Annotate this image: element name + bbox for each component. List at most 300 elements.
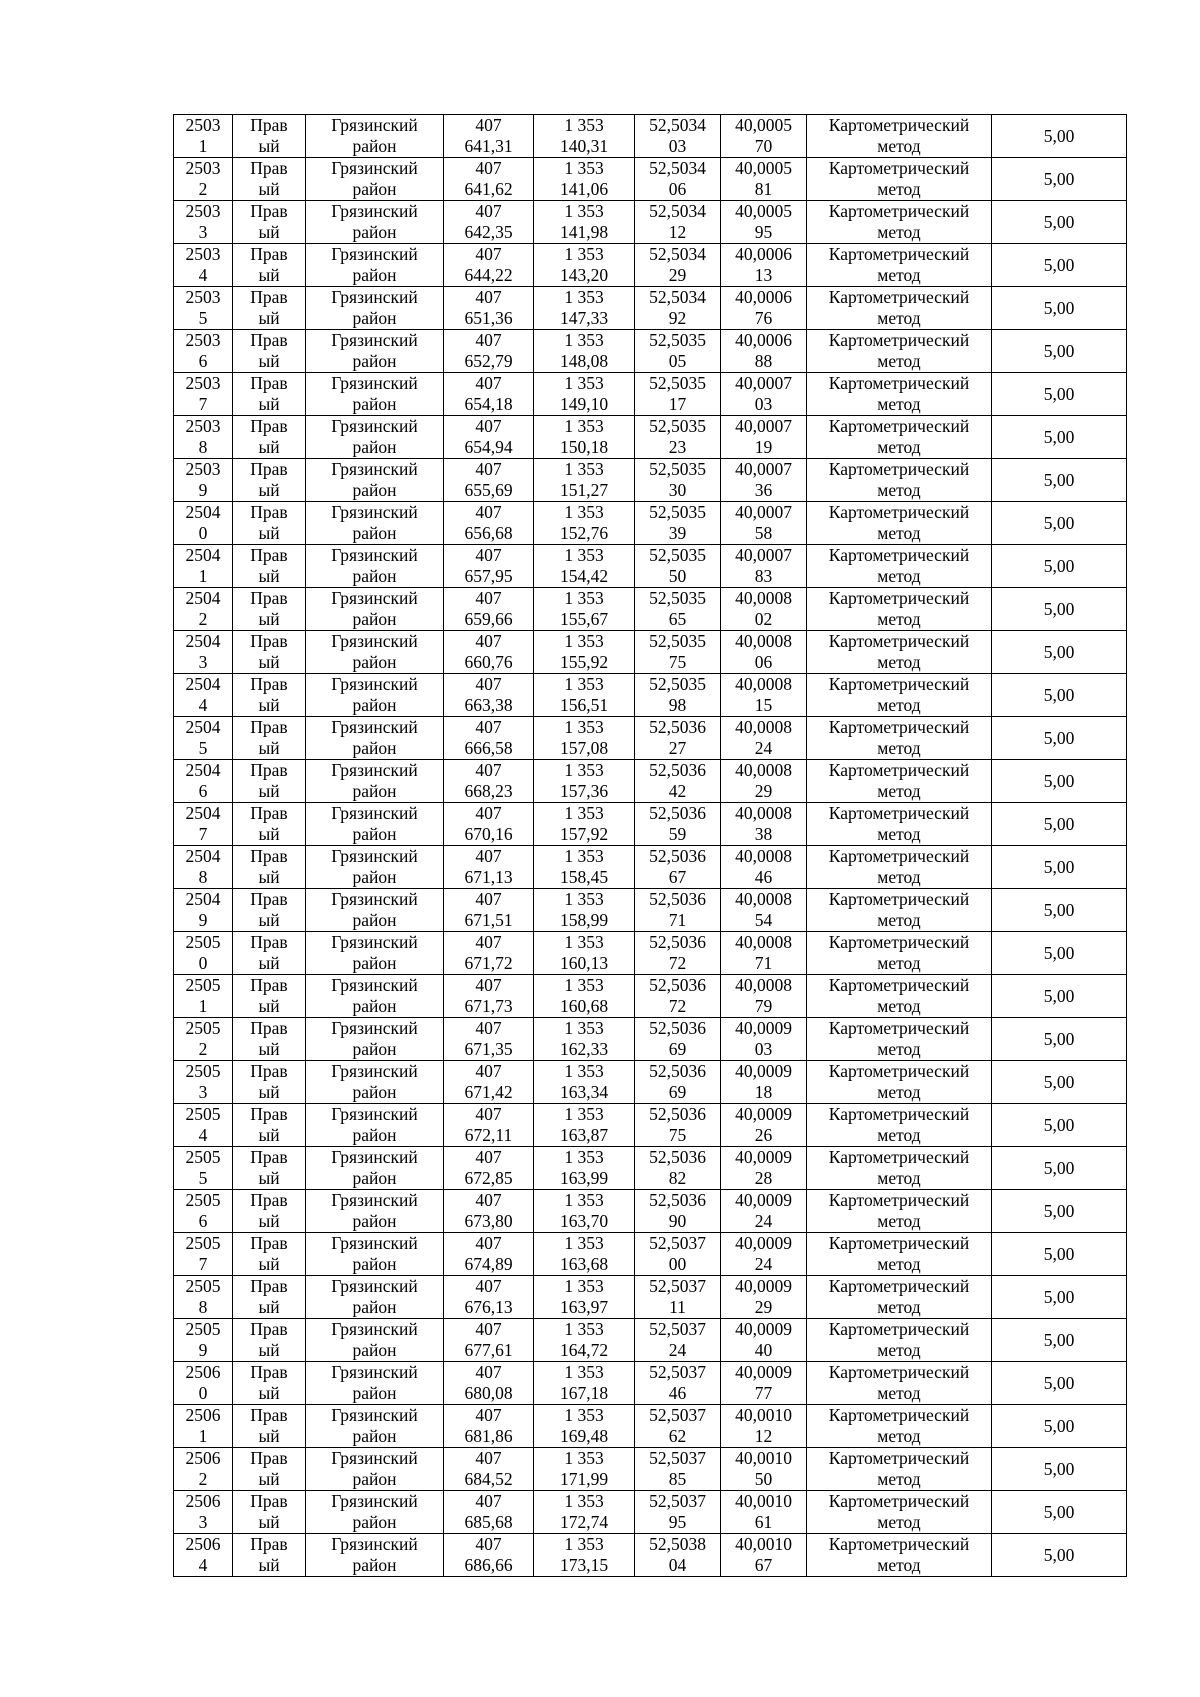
bank-side-cell [233,1448,306,1491]
district-line: район [352,437,397,457]
method-line: Картометрический [828,588,970,608]
bank-side-cell [233,588,306,631]
point-number-line: 2503 [185,459,221,479]
bank-side-cell [233,545,306,588]
point-number-line: 8 [198,1297,208,1317]
method-cell [807,631,992,674]
latitude-line: 52,5034 [649,201,706,221]
latitude-line: 82 [668,1168,687,1188]
table-row [174,244,1127,287]
longitude-line: 40,0009 [735,1319,792,1339]
point-number-cell [174,158,233,201]
accuracy-cell: 5,00 [992,1405,1127,1448]
latitude-line: 29 [668,265,687,285]
longitude-line: 40,0006 [735,287,792,307]
latitude-line: 42 [668,781,687,801]
latitude-line: 52,5036 [649,846,706,866]
bank-side-cell [233,201,306,244]
longitude-cell [721,1147,807,1190]
longitude-line: 40,0007 [735,545,792,565]
method-line: метод [877,566,921,586]
longitude-line: 40,0006 [735,244,792,264]
latitude-line: 52,5037 [649,1491,706,1511]
bank-side-line: Прав [250,115,288,135]
x-coordinate-cell [444,502,534,545]
longitude-line: 12 [754,1426,773,1446]
district-cell [306,631,444,674]
latitude-cell [635,373,721,416]
y-coordinate-line: 163,70 [559,1211,609,1231]
x-coordinate-cell [444,287,534,330]
point-number-line: 1 [198,996,208,1016]
district-line: район [352,179,397,199]
method-cell [807,932,992,975]
longitude-line: 29 [754,1297,773,1317]
x-coordinate-line: 407 [475,373,502,393]
longitude-line: 18 [754,1082,773,1102]
coordinates-table [173,114,1127,1577]
latitude-line: 52,5037 [649,1405,706,1425]
latitude-line: 30 [668,480,687,500]
district-line: Грязинский [331,1405,418,1425]
district-line: район [352,136,397,156]
x-coordinate-line: 671,73 [464,996,513,1016]
method-line: метод [877,781,921,801]
table-row [174,1362,1127,1405]
y-coordinate-line: 1 353 [564,201,604,221]
bank-side-line: ый [258,480,280,500]
latitude-cell [635,1491,721,1534]
table-row [174,1448,1127,1491]
y-coordinate-line: 154,42 [559,566,609,586]
x-coordinate-line: 407 [475,889,502,909]
bank-side-cell [233,502,306,545]
x-coordinate-line: 676,13 [464,1297,513,1317]
bank-side-cell [233,1061,306,1104]
longitude-line: 40,0007 [735,502,792,522]
y-coordinate-line: 141,06 [559,179,609,199]
district-line: район [352,609,397,629]
y-coordinate-line: 163,68 [559,1254,609,1274]
district-line: Грязинский [331,588,418,608]
bank-side-line: ый [258,824,280,844]
point-number-line: 2 [198,179,208,199]
bank-side-line: Прав [250,975,288,995]
x-coordinate-line: 407 [475,1190,502,1210]
y-coordinate-line: 1 353 [564,1362,604,1382]
bank-side-line: Прав [250,287,288,307]
district-cell [306,1405,444,1448]
point-number-line: 2505 [185,975,221,995]
bank-side-cell [233,760,306,803]
y-coordinate-cell [534,244,635,287]
bank-side-line: ый [258,695,280,715]
y-coordinate-line: 140,31 [559,136,609,156]
longitude-cell [721,1190,807,1233]
method-cell [807,115,992,158]
bank-side-cell [233,1233,306,1276]
method-cell [807,330,992,373]
district-line: район [352,351,397,371]
method-line: Картометрический [828,1147,970,1167]
x-coordinate-cell [444,803,534,846]
latitude-cell [635,760,721,803]
district-line: Грязинский [331,631,418,651]
y-coordinate-line: 1 353 [564,1018,604,1038]
longitude-cell [721,373,807,416]
point-number-line: 6 [198,351,208,371]
y-coordinate-cell [534,1362,635,1405]
method-line: Картометрический [828,1233,970,1253]
table-row [174,1534,1127,1577]
longitude-line: 40,0007 [735,373,792,393]
x-coordinate-line: 407 [475,287,502,307]
method-cell [807,158,992,201]
method-line: Картометрический [828,631,970,651]
y-coordinate-line: 1 353 [564,1276,604,1296]
longitude-cell [721,588,807,631]
bank-side-line: ый [258,953,280,973]
x-coordinate-line: 686,66 [464,1555,513,1575]
method-cell [807,545,992,588]
x-coordinate-line: 666,58 [464,738,513,758]
latitude-line: 75 [668,1125,687,1145]
district-cell [306,1104,444,1147]
bank-side-line: Прав [250,1018,288,1038]
bank-side-line: ый [258,394,280,414]
y-coordinate-line: 1 353 [564,1104,604,1124]
y-coordinate-line: 157,08 [559,738,609,758]
longitude-line: 06 [754,652,773,672]
longitude-line: 40,0007 [735,416,792,436]
method-line: Картометрический [828,1362,970,1382]
accuracy-cell: 5,00 [992,1233,1127,1276]
bank-side-line: ый [258,738,280,758]
table-row [174,975,1127,1018]
latitude-line: 24 [668,1340,687,1360]
x-coordinate-line: 407 [475,459,502,479]
latitude-line: 69 [668,1082,687,1102]
latitude-cell [635,1061,721,1104]
latitude-line: 06 [668,179,687,199]
latitude-line: 52,5036 [649,1190,706,1210]
point-number-line: 2505 [185,932,221,952]
y-coordinate-line: 152,76 [559,523,609,543]
y-coordinate-line: 169,48 [559,1426,609,1446]
district-line: Грязинский [331,889,418,909]
longitude-line: 24 [754,738,773,758]
bank-side-line: ый [258,1254,280,1274]
point-number-line: 2505 [185,1190,221,1210]
longitude-line: 83 [754,566,773,586]
point-number-line: 5 [198,308,208,328]
point-number-cell [174,889,233,932]
district-line: Грязинский [331,846,418,866]
method-line: Картометрический [828,1534,970,1554]
district-cell [306,1233,444,1276]
x-coordinate-cell [444,674,534,717]
point-number-cell [174,502,233,545]
bank-side-line: ый [258,437,280,457]
bank-side-line: Прав [250,1104,288,1124]
longitude-cell [721,975,807,1018]
point-number-cell [174,1061,233,1104]
district-cell [306,373,444,416]
district-line: район [352,1512,397,1532]
latitude-cell [635,631,721,674]
point-number-line: 9 [198,480,208,500]
district-line: Грязинский [331,545,418,565]
y-coordinate-line: 172,74 [559,1512,609,1532]
x-coordinate-cell [444,1018,534,1061]
method-cell [807,1319,992,1362]
x-coordinate-cell [444,1061,534,1104]
district-line: Грязинский [331,1190,418,1210]
point-number-cell [174,975,233,1018]
point-number-line: 8 [198,867,208,887]
y-coordinate-cell [534,1147,635,1190]
x-coordinate-line: 407 [475,760,502,780]
y-coordinate-cell [534,1018,635,1061]
x-coordinate-line: 407 [475,1276,502,1296]
latitude-line: 52,5035 [649,373,706,393]
longitude-line: 28 [754,1168,773,1188]
latitude-line: 52,5034 [649,115,706,135]
y-coordinate-line: 160,68 [559,996,609,1016]
table-row [174,287,1127,330]
longitude-cell [721,1233,807,1276]
district-line: район [352,1383,397,1403]
point-number-cell [174,1362,233,1405]
district-line: Грязинский [331,330,418,350]
point-number-line: 8 [198,437,208,457]
table-row [174,846,1127,889]
y-coordinate-line: 151,27 [559,480,609,500]
point-number-cell [174,1405,233,1448]
latitude-cell [635,287,721,330]
bank-side-cell [233,1319,306,1362]
x-coordinate-line: 671,72 [464,953,513,973]
method-line: Картометрический [828,717,970,737]
y-coordinate-cell [534,631,635,674]
table-row [174,803,1127,846]
latitude-line: 52,5037 [649,1276,706,1296]
district-cell [306,416,444,459]
bank-side-line: Прав [250,932,288,952]
method-line: Картометрический [828,416,970,436]
accuracy-cell: 5,00 [992,416,1127,459]
x-coordinate-line: 670,16 [464,824,513,844]
x-coordinate-cell [444,932,534,975]
method-cell [807,1018,992,1061]
point-number-cell [174,717,233,760]
method-line: метод [877,1125,921,1145]
method-line: метод [877,1555,921,1575]
district-line: район [352,867,397,887]
table-row [174,932,1127,975]
y-coordinate-cell [534,1061,635,1104]
bank-side-cell [233,1276,306,1319]
x-coordinate-line: 407 [475,502,502,522]
x-coordinate-line: 681,86 [464,1426,513,1446]
longitude-cell [721,201,807,244]
point-number-line: 2506 [185,1405,221,1425]
latitude-line: 69 [668,1039,687,1059]
y-coordinate-line: 1 353 [564,1448,604,1468]
method-line: Картометрический [828,1190,970,1210]
bank-side-line: Прав [250,717,288,737]
latitude-line: 62 [668,1426,687,1446]
x-coordinate-line: 407 [475,846,502,866]
longitude-line: 40,0009 [735,1018,792,1038]
district-cell [306,1276,444,1319]
y-coordinate-cell [534,1233,635,1276]
longitude-line: 40,0009 [735,1061,792,1081]
latitude-cell [635,1362,721,1405]
longitude-line: 40 [754,1340,773,1360]
x-coordinate-line: 671,35 [464,1039,513,1059]
method-line: метод [877,308,921,328]
longitude-line: 40,0008 [735,975,792,995]
longitude-cell [721,1104,807,1147]
table-row [174,1233,1127,1276]
district-line: район [352,1555,397,1575]
method-line: метод [877,867,921,887]
y-coordinate-line: 1 353 [564,373,604,393]
y-coordinate-line: 1 353 [564,459,604,479]
accuracy-cell: 5,00 [992,1018,1127,1061]
bank-side-line: Прав [250,760,288,780]
district-cell [306,545,444,588]
point-number-line: 2506 [185,1448,221,1468]
bank-side-cell [233,373,306,416]
point-number-line: 0 [198,953,208,973]
accuracy-cell: 5,00 [992,1491,1127,1534]
y-coordinate-cell [534,502,635,545]
district-line: Грязинский [331,717,418,737]
longitude-cell [721,330,807,373]
accuracy-cell: 5,00 [992,459,1127,502]
bank-side-line: Прав [250,330,288,350]
bank-side-cell [233,1147,306,1190]
bank-side-line: ый [258,910,280,930]
table-body [174,115,1127,1577]
method-cell [807,846,992,889]
accuracy-cell: 5,00 [992,846,1127,889]
district-line: район [352,996,397,1016]
latitude-line: 52,5035 [649,459,706,479]
accuracy-cell: 5,00 [992,545,1127,588]
bank-side-cell [233,459,306,502]
bank-side-line: ый [258,609,280,629]
point-number-line: 2503 [185,244,221,264]
point-number-cell [174,459,233,502]
point-number-cell [174,287,233,330]
method-cell [807,1104,992,1147]
accuracy-cell: 5,00 [992,373,1127,416]
latitude-line: 00 [668,1254,687,1274]
district-cell [306,201,444,244]
y-coordinate-cell [534,1534,635,1577]
bank-side-line: Прав [250,416,288,436]
bank-side-line: Прав [250,244,288,264]
accuracy-cell: 5,00 [992,502,1127,545]
x-coordinate-cell [444,1448,534,1491]
district-line: Грязинский [331,932,418,952]
point-number-line: 9 [198,1340,208,1360]
longitude-line: 40,0009 [735,1104,792,1124]
bank-side-line: ый [258,308,280,328]
x-coordinate-cell [444,201,534,244]
method-line: Картометрический [828,1405,970,1425]
bank-side-line: ый [258,179,280,199]
y-coordinate-cell [534,717,635,760]
bank-side-line: Прав [250,1147,288,1167]
x-coordinate-cell [444,244,534,287]
point-number-line: 5 [198,1168,208,1188]
bank-side-line: Прав [250,1491,288,1511]
y-coordinate-line: 1 353 [564,717,604,737]
latitude-line: 65 [668,609,687,629]
bank-side-cell [233,158,306,201]
latitude-line: 75 [668,652,687,672]
y-coordinate-line: 158,99 [559,910,609,930]
point-number-line: 2503 [185,330,221,350]
district-line: Грязинский [331,373,418,393]
table-row [174,1405,1127,1448]
y-coordinate-line: 1 353 [564,975,604,995]
accuracy-cell: 5,00 [992,1534,1127,1577]
point-number-cell [174,760,233,803]
accuracy-cell: 5,00 [992,1061,1127,1104]
district-line: Грязинский [331,1362,418,1382]
district-line: район [352,824,397,844]
point-number-cell [174,373,233,416]
longitude-line: 76 [754,308,773,328]
x-coordinate-cell [444,1491,534,1534]
point-number-line: 9 [198,910,208,930]
district-cell [306,1190,444,1233]
latitude-line: 27 [668,738,687,758]
bank-side-line: Прав [250,631,288,651]
x-coordinate-line: 673,80 [464,1211,513,1231]
table-row [174,1491,1127,1534]
longitude-cell [721,1319,807,1362]
x-coordinate-line: 407 [475,1319,502,1339]
bank-side-line: ый [258,1082,280,1102]
x-coordinate-line: 407 [475,1362,502,1382]
longitude-cell [721,1276,807,1319]
method-cell [807,1362,992,1405]
bank-side-line: Прав [250,1405,288,1425]
x-coordinate-line: 654,18 [464,394,513,414]
point-number-line: 2505 [185,1233,221,1253]
latitude-line: 95 [668,1512,687,1532]
method-line: метод [877,1039,921,1059]
longitude-line: 81 [754,179,773,199]
longitude-line: 36 [754,480,773,500]
longitude-line: 61 [754,1512,773,1532]
y-coordinate-cell [534,975,635,1018]
y-coordinate-line: 1 353 [564,502,604,522]
x-coordinate-line: 685,68 [464,1512,513,1532]
table-row [174,760,1127,803]
latitude-cell [635,115,721,158]
y-coordinate-line: 155,67 [559,609,609,629]
x-coordinate-line: 407 [475,803,502,823]
bank-side-line: ый [258,652,280,672]
x-coordinate-line: 407 [475,1405,502,1425]
